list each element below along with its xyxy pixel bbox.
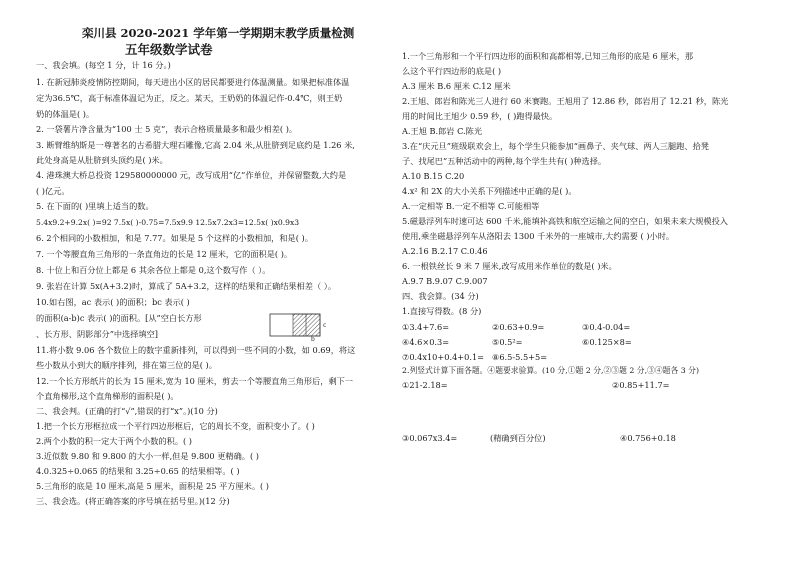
- calc-item: ②0.63+0.9=: [492, 322, 545, 332]
- question-line: 3. 断臂维纳斯是一尊著名的古希腊大理石雕像,它高 2.04 米,从肚脐到足底约是 1.26 米,: [36, 140, 355, 150]
- options-line: A.10 B.15 C.20: [402, 171, 465, 181]
- calc-item: ③0.067x3.4=: [402, 433, 458, 443]
- question-line: 4. 港珠澳大桥总投资 129580000000 元，改写成用“亿”作单位，并保留整数,大约是: [36, 170, 347, 180]
- calc-note: (精确到百分位): [490, 433, 546, 443]
- question-line: 8. 十位上和百分位上都是 6 其余各位上都是 0,这个数写作（ ）。: [36, 265, 271, 275]
- question-line: 2. 一袋薯片净含量为“100 士 5 克”，表示合格质量最多和最少相差( )。: [36, 124, 298, 134]
- question-line: 么这个平行四边形的底是( ): [402, 66, 502, 76]
- options-line: A.9.7 B.9.07 C.9.007: [402, 276, 488, 286]
- options-line: A.2.16 B.2.17 C.0.46: [402, 246, 488, 256]
- rectangle-figure: [269, 310, 349, 342]
- question-line: 4.x² 和 2X 的大小关系下列描述中正确的是( )。: [402, 186, 577, 196]
- question-line: 使用,乘坐磁悬浮列车从洛阳去 1300 千米外的一座城市,大约需要 ( )小时。: [402, 231, 675, 241]
- question-line: 此处身高是从肚脐到头顶约是( )米。: [36, 155, 168, 165]
- question-line: 5.4x9.2+9.2x( )=92 7.5x( )-0.75=7.5x9.9 12.5x7.2x3=12.5x( )x0.9x3: [36, 218, 300, 227]
- question-line: 2.王旭、郎岩和陈光三人进行 60 米赛跑。王旭用了 12.86 秒，郎岩用了 12.21 秒，陈光: [402, 96, 729, 106]
- question-line: 奶的体温是( )。: [36, 109, 95, 119]
- question-line: 、长方形、阴影部分”中选择填空]: [36, 329, 159, 339]
- question-line: 11.将小数 9.06 各个数位上的数字重新排列，可以得到一些不同的小数，如 0.69，将这: [36, 345, 356, 355]
- question-line: ( )亿元。: [36, 186, 70, 196]
- question-line: 定为36.5℃，高于标准体温记为正，反之。某天，王奶奶的体温记作-0.4℃，则王奶: [36, 93, 343, 103]
- shaded-region: [293, 314, 320, 336]
- section-1-heading: 一、我会填。(每空 1 分，计 16 分。): [36, 60, 171, 70]
- question-line: 5.磁悬浮列车时速可达 600 千米,能填补高铁和航空运输之间的空白，如果未来大规模投入: [402, 216, 728, 226]
- calc-item: ④0.756+0.18: [620, 433, 676, 443]
- subsection-heading: 1.直接写得数。(8 分): [402, 306, 482, 316]
- calc-item: ⑧6.5-5.5+5=: [492, 352, 548, 362]
- question-line: 4.0.325÷0.065 的结果和 3.25÷0.65 的结果相等。( ): [36, 466, 240, 476]
- question-line: 6. 2个相同的小数相加，和是 7.77。如果是 5 个这样的小数相加，和是( )。: [36, 233, 313, 243]
- question-line: 的面积(a-b)c 表示( )的面积。[从”空白长方形: [36, 313, 202, 323]
- question-line: 3.近似数 9.80 和 9.800 的大小一样,但是 9.800 更精确。( ): [36, 451, 259, 461]
- section-2-heading: 二、我会判。(正确的打“√”,错误的打“x”。)(10 分): [36, 406, 218, 416]
- question-line: 6. 一根铁丝长 9 米 7 厘米,改写成用米作单位的数是( )米。: [402, 261, 617, 271]
- exam-title: 栾川县 2020-2021 学年第一学期期末教学质量检测: [82, 26, 355, 40]
- question-line: 1.一个三角形和一个平行四边形的面积和高都相等,已知三角形的底是 6 厘米，那: [402, 51, 694, 61]
- exam-subtitle: 五年级数学试卷: [125, 42, 213, 57]
- subsection-heading: 2.列竖式计算下面各题。④题要求验算。(10 分,①题 2 分,②③题 2 分,③④题各 3 分): [402, 366, 700, 375]
- calc-item: ⑦0.4x10+0.4+0.1=: [402, 352, 485, 362]
- calc-item: ②0.85+11.7=: [612, 380, 670, 390]
- question-line: 10.如右图，ac 表示( )的面积；bc 表示( ): [36, 297, 190, 307]
- question-line: 3.在“庆元旦”班级联欢会上，每个学生只能参加“画鼻子、夹气球、两人三腿跑、拾凳: [402, 141, 709, 151]
- section-4-heading: 四、我会算。(34 分): [402, 291, 479, 301]
- question-line: 个直角梯形,这个直角梯形的面积是( )。: [36, 391, 179, 401]
- options-line: A.一定相等 B.一定不相等 C.可能相等: [402, 201, 540, 211]
- label-c: c: [323, 322, 327, 329]
- question-line: 2.两个小数的积一定大于两个小数的积。( ): [36, 436, 192, 446]
- question-line: 12.一个长方形纸片的长为 15 厘米,宽为 10 厘米，剪去一个等腰直角三角形后，剩下一: [36, 376, 354, 386]
- calc-item: ①3.4+7.6=: [402, 322, 450, 332]
- section-3-heading: 三、我会选。(将正确答案的序号填在括号里。)(12 分): [36, 496, 230, 506]
- question-line: 1. 在新冠肺炎疫情防控期间，每天进出小区的居民都要进行体温测量。如果把标准体温: [36, 77, 350, 87]
- question-line: 5.三角形的底是 10 厘米,高是 5 厘米，面积是 25 平方厘米。( ): [36, 481, 270, 491]
- label-b: b: [311, 336, 315, 342]
- question-line: 用的时间比王旭少 0.59 秒，( )跑得最快。: [402, 111, 558, 121]
- question-line: 5. 在下面的( )里填上适当的数。: [36, 201, 154, 211]
- options-line: A.3 厘米 B.6 厘米 C.12 厘米: [402, 81, 511, 91]
- question-line: 7. 一个等腰直角三角形的一条直角边的长是 12 厘米，它的面积是( )。: [36, 249, 293, 259]
- calc-item: ①21-2.18=: [402, 380, 448, 390]
- question-line: 1.把一个长方形框拉成一个平行四边形框后，它的周长不变，面积变小了。( ): [36, 421, 315, 431]
- options-line: A.王旭 B.郎岩 C.陈光: [402, 126, 483, 136]
- question-line: 些小数从小到大的顺序排列，排在第三位的是( )。: [36, 360, 217, 370]
- question-line: 子、找尾巴”五种活动中的两种,每个学生共有( )种选择。: [402, 156, 607, 166]
- calc-item: ⑤0.5²=: [492, 337, 523, 347]
- calc-item: ③0.4-0.04=: [582, 322, 631, 332]
- calc-item: ⑥0.125×8=: [582, 337, 632, 347]
- question-line: 9. 张岩在计算 5x(A+3.2)时，算成了 5A+3.2，这样的结果和正确结果相差（ ）。: [36, 281, 337, 291]
- calc-item: ④4.6×0.3=: [402, 337, 450, 347]
